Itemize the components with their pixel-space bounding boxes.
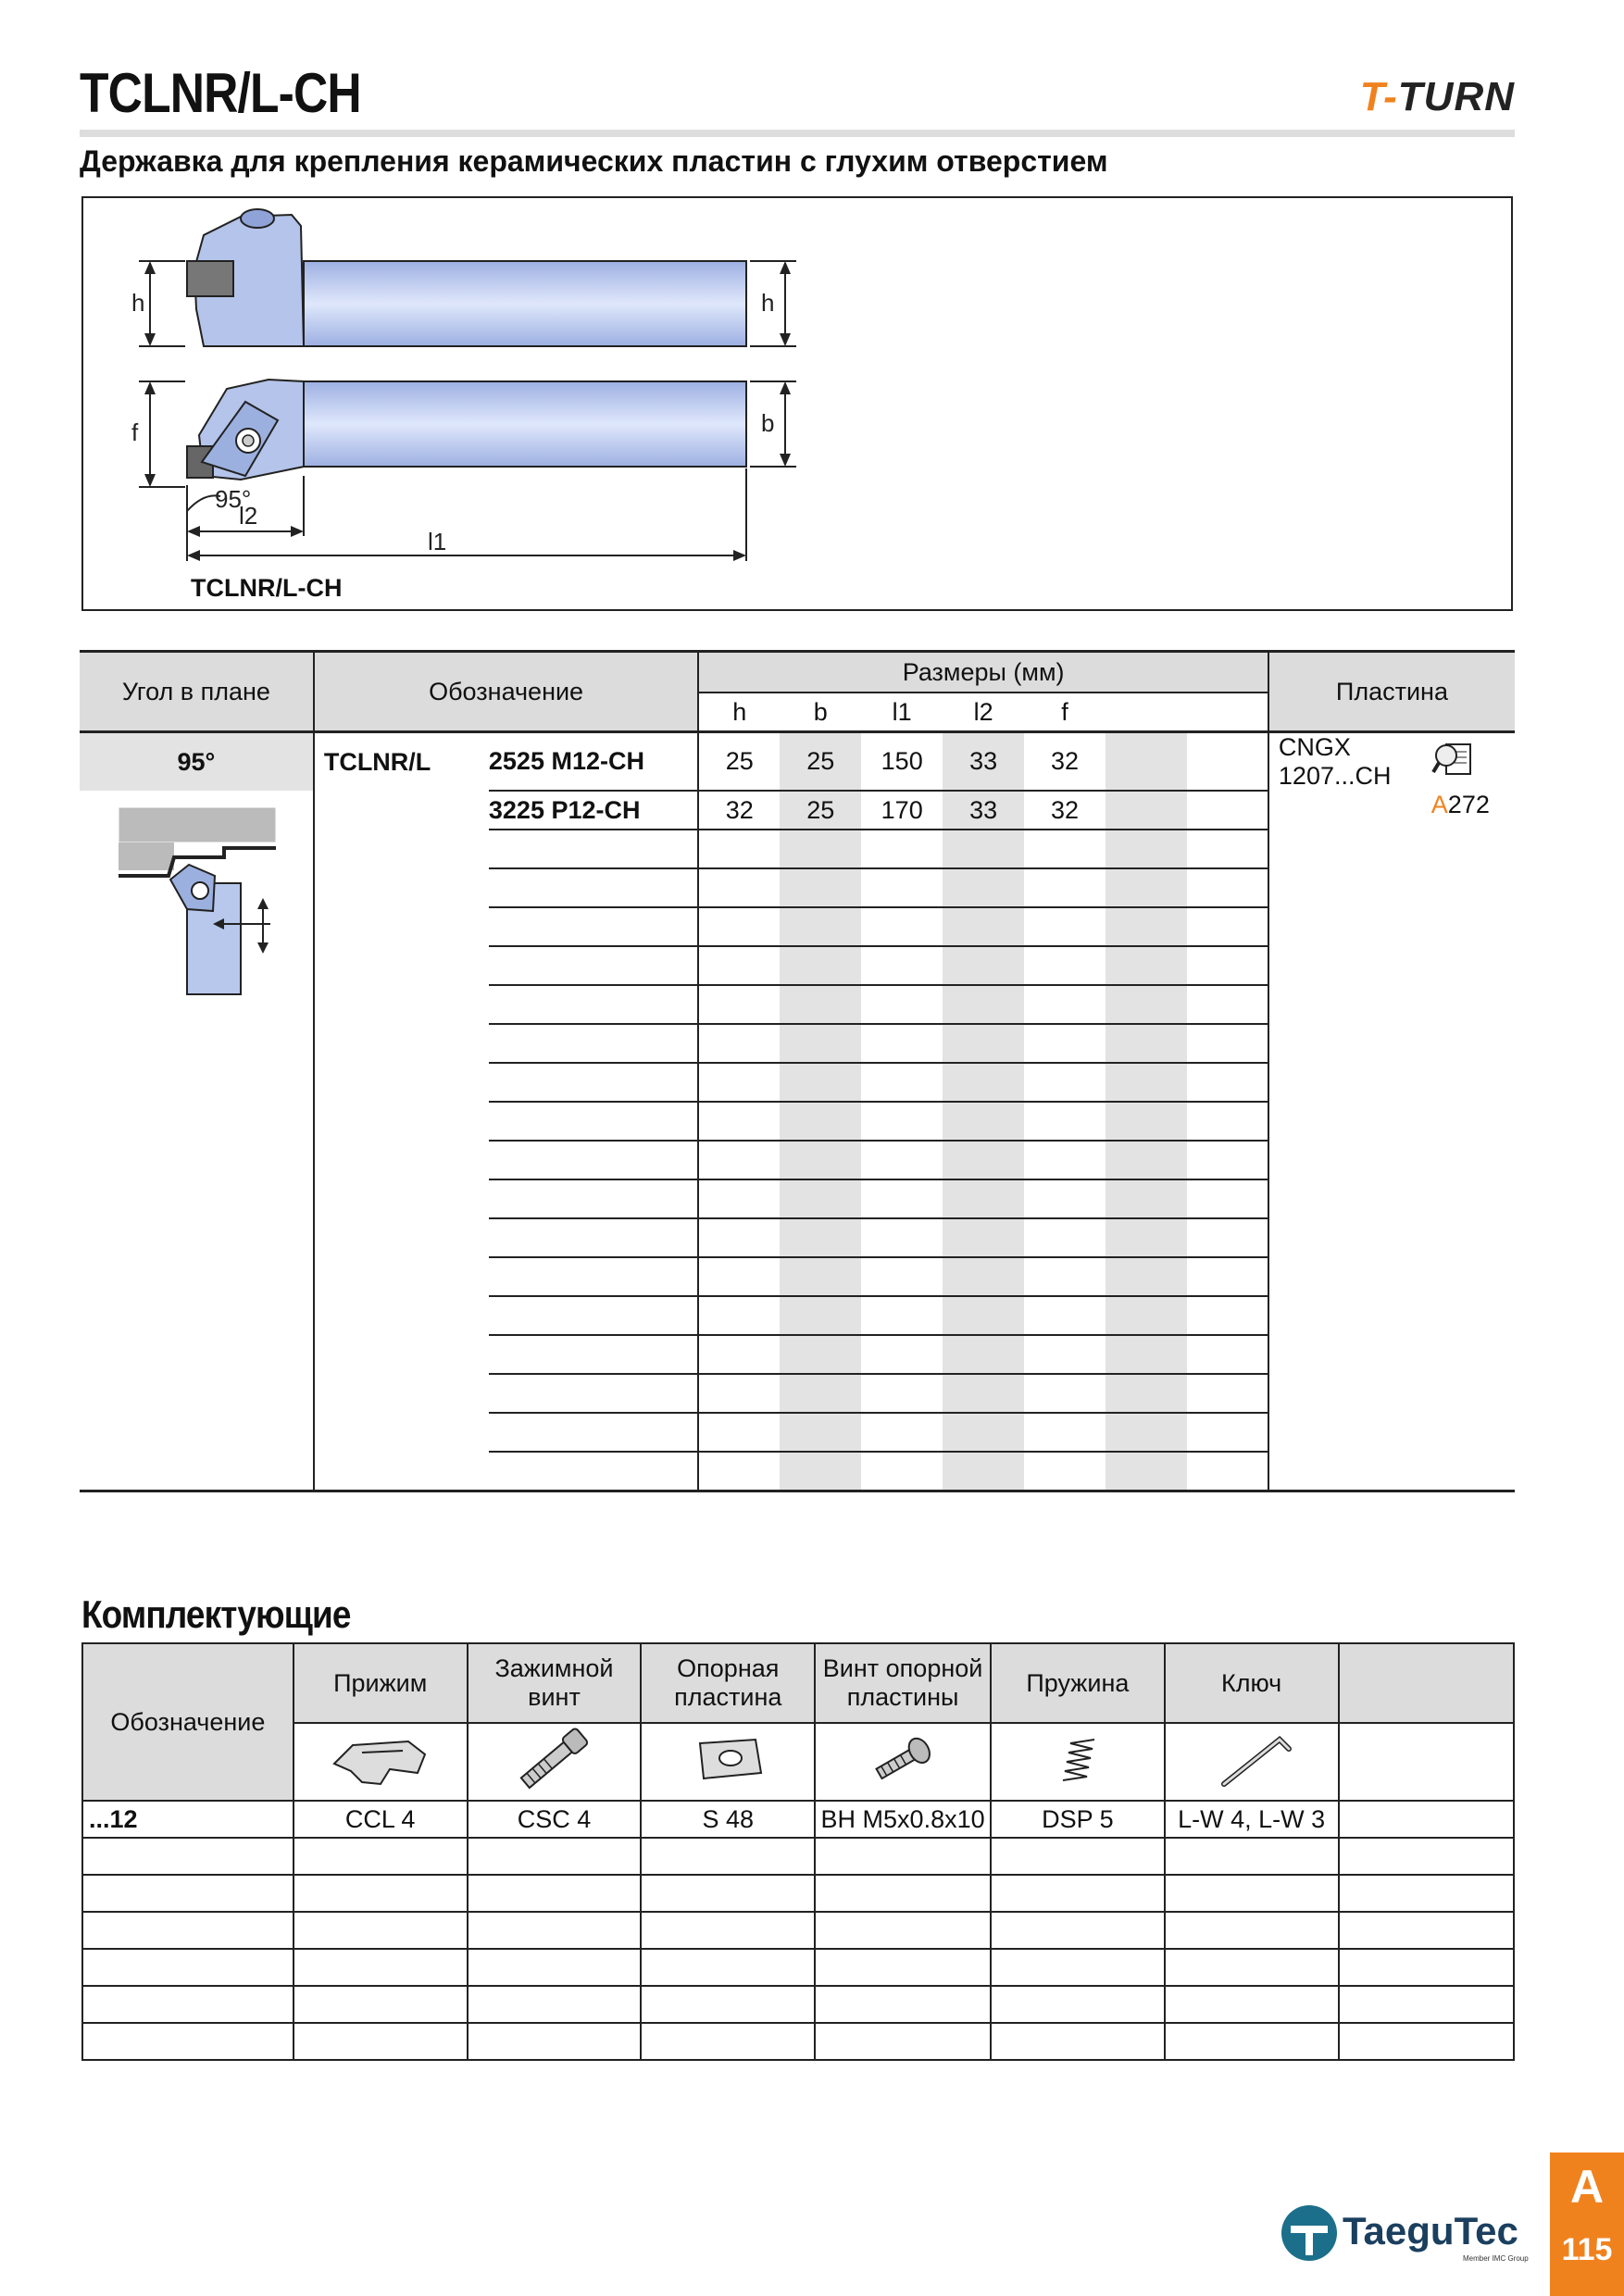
table-row xyxy=(82,1875,1514,1912)
shank-side xyxy=(304,261,746,346)
insert-ref-page: 272 xyxy=(1447,791,1490,818)
clamp-screw-icon xyxy=(498,1727,609,1791)
dim-header-f: f xyxy=(1061,697,1068,726)
dim-header-l1: l1 xyxy=(892,697,912,726)
dim-cell: 25 xyxy=(698,732,780,792)
dim-cell: 25 xyxy=(780,791,861,830)
dim-header-l2: l2 xyxy=(973,697,993,726)
angle-illustration-cell xyxy=(80,791,314,1491)
company-logo xyxy=(1278,2202,1529,2266)
insert-page-ref xyxy=(1431,791,1515,830)
table-row xyxy=(82,1986,1514,2023)
acc-header-shim: Опорная пластина xyxy=(641,1643,815,1723)
title-rule xyxy=(80,130,1515,137)
insert-side xyxy=(187,261,233,296)
dim-header-h: h xyxy=(698,693,780,732)
spring-icon-cell xyxy=(991,1723,1165,1801)
angle-value: 95° xyxy=(80,732,314,792)
brand-prefix: T- xyxy=(1359,74,1398,119)
dim-cell: 32 xyxy=(1024,791,1106,830)
tool-drawing xyxy=(83,198,1511,609)
shim-screw-icon-cell xyxy=(815,1723,991,1801)
designation-prefix: TCLNR/L xyxy=(314,732,489,792)
shank-top xyxy=(304,381,746,467)
page-number: 115 xyxy=(1561,2232,1613,2267)
table-row xyxy=(82,1912,1514,1949)
code-cell: 3225 P12-CH xyxy=(489,791,698,830)
dim-f: f xyxy=(131,418,139,446)
dim-cell: 33 xyxy=(943,791,1024,830)
acc-key-value: L-W 4, L-W 3 xyxy=(1165,1801,1339,1838)
accessories-title: Комплектующие xyxy=(81,1592,351,1636)
key-icon-cell xyxy=(1165,1723,1339,1801)
code-cell: 2525 M12-CH xyxy=(489,732,698,792)
acc-header-spring: Пружина xyxy=(991,1643,1165,1723)
col-dimensions-header: Размеры (мм) xyxy=(698,652,1268,693)
acc-header-clamp: Прижим xyxy=(294,1643,468,1723)
table-row xyxy=(82,1801,1514,1838)
acc-clamp-value: CCL 4 xyxy=(294,1801,468,1838)
section-letter: A xyxy=(1569,2161,1605,2213)
acc-designation: ...12 xyxy=(82,1801,294,1838)
dim-angle: 95° xyxy=(215,485,252,513)
acc-header-shim-screw: Винт опорной пластины xyxy=(815,1643,991,1723)
spec-table-body xyxy=(80,732,1515,1491)
diagram-caption: TCLNR/L-CH xyxy=(191,574,343,602)
acc-shim-screw-value: BH M5x0.8x10 xyxy=(815,1801,991,1838)
dim-cell: 150 xyxy=(861,732,943,792)
clamp-icon xyxy=(325,1727,436,1791)
dim-cell: 33 xyxy=(943,732,1024,792)
col-insert-header: Пластина xyxy=(1268,652,1515,732)
dim-b: b xyxy=(761,409,775,437)
insert-name: CNGX 1207...CH xyxy=(1268,732,1431,792)
col-designation-header: Обозначение xyxy=(314,652,699,732)
tool-diagram-box xyxy=(81,196,1513,611)
spring-icon xyxy=(1022,1727,1133,1791)
table-row xyxy=(82,1949,1514,1986)
dim-h-right: h xyxy=(761,289,775,317)
table-row xyxy=(80,732,1515,792)
table-row xyxy=(82,1838,1514,1875)
brand-main: TURN xyxy=(1397,74,1515,119)
table-row xyxy=(82,2023,1514,2060)
acc-spring-value: DSP 5 xyxy=(991,1801,1165,1838)
logo-subtext: Member IMC Group xyxy=(1463,2254,1529,2263)
acc-clamp-screw-value: CSC 4 xyxy=(468,1801,642,1838)
acc-shim-value: S 48 xyxy=(641,1801,815,1838)
acc-header-designation: Обозначение xyxy=(82,1643,294,1801)
hex-key-icon xyxy=(1196,1727,1307,1791)
clamp-icon-cell xyxy=(294,1723,468,1801)
dim-h-left: h xyxy=(131,289,145,317)
acc-header-key: Ключ xyxy=(1165,1643,1339,1723)
col-angle-header: Угол в плане xyxy=(80,652,314,732)
accessories-table xyxy=(81,1642,1515,2061)
shim-icon-cell xyxy=(641,1723,815,1801)
dim-l1: l1 xyxy=(428,528,447,555)
spec-table xyxy=(80,650,1515,1492)
shim-icon xyxy=(672,1727,783,1791)
insert-ref[interactable] xyxy=(1431,732,1515,792)
page-title: TCLNR/L-CH xyxy=(80,62,361,124)
insert-ref-letter: A xyxy=(1430,791,1448,818)
screw-icon-cell xyxy=(468,1723,642,1801)
dim-cell: 32 xyxy=(698,791,780,830)
logo-text: TaeguTec xyxy=(1343,2209,1518,2252)
cutting-direction-illustration xyxy=(104,791,289,1013)
shim-screw-icon xyxy=(847,1727,958,1791)
dim-cell: 170 xyxy=(861,791,943,830)
table-row xyxy=(80,791,1515,830)
dim-l2: l2 xyxy=(239,502,258,530)
page-subtitle: Державка для крепления керамических пластин с глухим отверстием xyxy=(80,144,1108,178)
section-tab xyxy=(1550,2152,1624,2296)
dim-cell: 32 xyxy=(1024,732,1106,792)
brand-logo xyxy=(1360,74,1515,120)
magnifier-icon[interactable] xyxy=(1431,741,1474,778)
acc-header-clamp-screw: Зажимной винт xyxy=(468,1643,642,1723)
dim-header-b: b xyxy=(813,697,828,726)
dim-cell: 25 xyxy=(780,732,861,792)
